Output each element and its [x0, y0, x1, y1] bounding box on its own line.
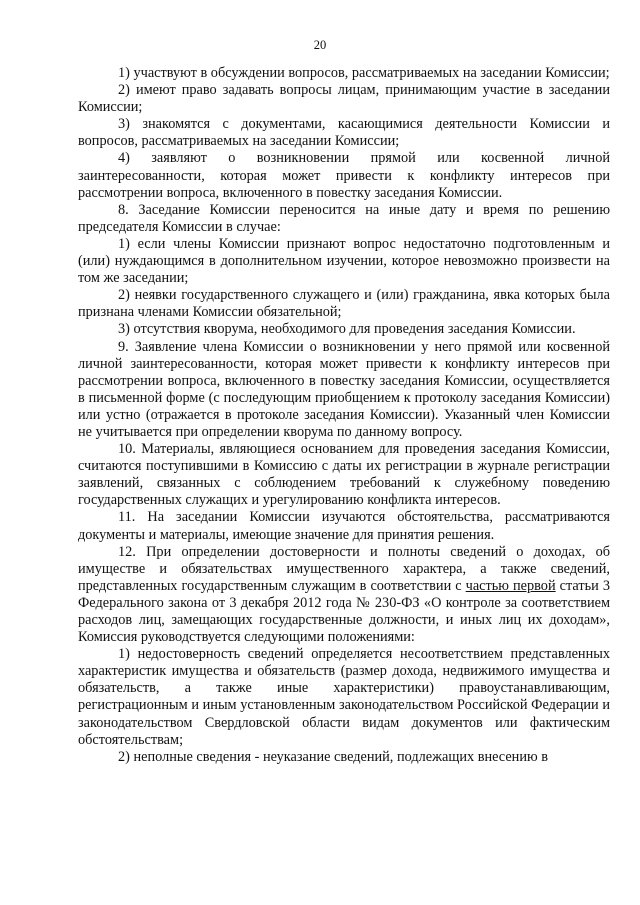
paragraph: 11. На заседании Комиссии изучаются обстоятельства, рассматриваются документы и материалы, имеющие значение для принятия решения. — [78, 509, 610, 543]
paragraph: 3) знакомятся с документами, касающимися деятельности Комиссии и вопросов, рассматриваемых на заседании Комиссии; — [78, 116, 610, 150]
paragraph: 10. Материалы, являющиеся основанием для проведения заседания Комиссии, считаются поступившими в Комиссию с даты их регистрации в журнале регистрации заявлений, связанных с соблюдением требований к служебному поведению государственных служащих и урегулированию конфликта интересов. — [78, 441, 610, 509]
paragraph: 1) если члены Комиссии признают вопрос недостаточно подготовленным и (или) нуждающимся в дополнительном изучении, которое невозможно произвести на том же заседании; — [78, 235, 610, 287]
paragraph: 1) участвуют в обсуждении вопросов, рассматриваемых на заседании Комиссии; — [118, 65, 610, 81]
law-part-link[interactable]: частью первой — [465, 577, 556, 594]
paragraph: 8. Заседание Комиссии переносится на иные дату и время по решению председателя Комиссии в случае: — [78, 201, 610, 235]
paragraph: 3) отсутствия кворума, необходимого для проведения заседания Комиссии. — [118, 321, 576, 338]
page-number: 20 — [313, 38, 327, 52]
paragraph-12-text-end: статьи 3 Федерального закона от 3 декабря 2012 года № 230-ФЗ «О контроле за соответствием расходов лиц, замещающих государственные должности, и иных лиц их доходам», Комиссия руководствуется следующими положениями: — [78, 577, 610, 646]
paragraph-12-text-start: 12. При определении достоверности и полноты сведений о доходах, об имуществе и обязательствах имущественного характера, а также сведений, представленных государственным служащим в соответствии с — [78, 543, 610, 594]
paragraph-12 — [78, 544, 610, 647]
paragraph: 2) неполные сведения - неуказание сведений, подлежащих внесению в — [118, 748, 548, 765]
document-body — [78, 65, 610, 766]
paragraph: 9. Заявление члена Комиссии о возникновении у него прямой или косвенной личной заинтересованности, которая может привести к конфликту интересов при рассмотрении вопроса, включенного в повестку заседания Комиссии, осуществляется в письменной форме (с последующим приобщением к протоколу заседания Комиссии) или устно (отражается в протоколе заседания Комиссии). Указанный член Комиссии не учитывается при определении кворума по данному вопросу. — [78, 338, 610, 440]
paragraph: 2) неявки государственного служащего и (или) гражданина, явка которых была признана членами Комиссии обязательной; — [78, 287, 610, 321]
paragraph: 1) недостоверность сведений определяется несоответствием представленных характеристик имущества и обязательств (размер дохода, недвижимого имущества и обязательств, а также иные характеристики) правоустанавливающим, регистрационным и иным установленным законодательством Российской Федерации и законодательством Свердловской области видам документов или фактическим обстоятельствам; — [78, 646, 610, 748]
paragraph: 2) имеют право задавать вопросы лицам, принимающим участие в заседании Комиссии; — [78, 82, 610, 116]
paragraph: 4) заявляют о возникновении прямой или косвенной личной заинтересованности, которая может привести к конфликту интересов при рассмотрении вопроса, включенного в повестку заседания Комиссии. — [78, 150, 610, 201]
